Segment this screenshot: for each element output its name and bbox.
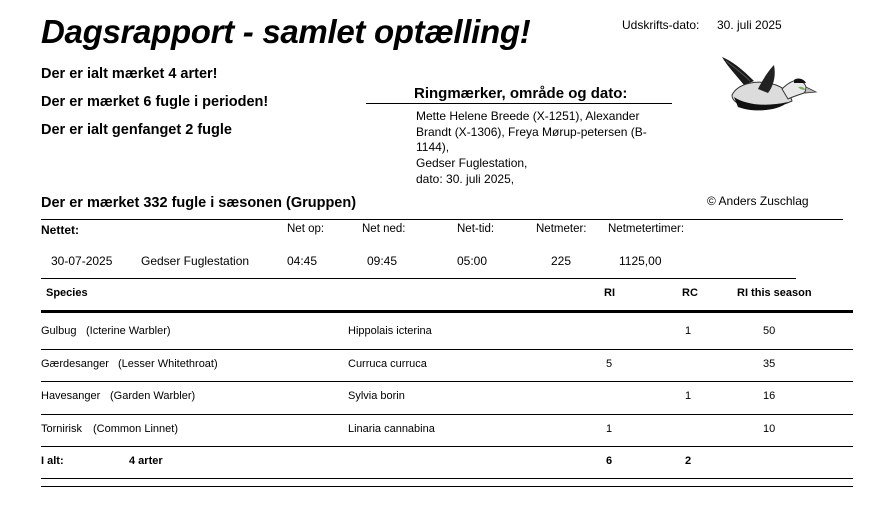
net-up-value: 04:45 (287, 254, 318, 268)
copyright: © Anders Zuschlag (707, 194, 809, 208)
net-meter-hours-value: 1125,00 (619, 254, 662, 268)
net-meters-value: 225 (551, 254, 572, 268)
net-label: Nettet: (41, 223, 79, 237)
ringers-date: dato: 30. juli 2025, (416, 172, 515, 186)
rc-value: 1 (685, 390, 692, 402)
species-latin: Sylvia borin (348, 390, 405, 402)
total-ri: 6 (606, 455, 613, 467)
species-english: (Garden Warbler) (110, 390, 196, 402)
species-latin: Hippolais icterina (348, 325, 432, 337)
row-divider (41, 414, 853, 415)
net-time-label: Net-tid: (457, 223, 495, 235)
report-title: Dagsrapport - samlet optælling! (41, 13, 531, 50)
species-danish: Gulbug (41, 325, 77, 337)
net-divider (41, 278, 796, 279)
recaptured-line: Der er ialt genfanget 2 fugle (41, 122, 232, 138)
season-value: 16 (763, 390, 776, 402)
col-header-species: Species (46, 287, 88, 299)
col-header-ri-season: RI this season (737, 287, 812, 299)
species-count-line: Der er ialt mærket 4 arter! (41, 66, 218, 82)
row-divider (41, 349, 853, 350)
eider-duck-icon (718, 55, 818, 125)
species-english: (Icterine Warbler) (86, 325, 171, 337)
footer-rule-2 (41, 486, 853, 487)
col-header-ri: RI (604, 287, 615, 299)
row-divider (41, 446, 853, 447)
print-date: 30. juli 2025 (717, 18, 782, 32)
ringers-location: Gedser Fuglestation, (416, 156, 528, 170)
net-meter-hours-label: Netmetertimer: (608, 223, 685, 235)
net-down-value: 09:45 (367, 254, 398, 268)
net-time-value: 05:00 (457, 254, 488, 268)
species-latin: Linaria cannabina (348, 423, 435, 435)
net-down-label: Net ned: (362, 223, 406, 235)
row-divider (41, 381, 853, 382)
net-date: 30-07-2025 (51, 254, 113, 268)
total-rc: 2 (685, 455, 692, 467)
print-date-label: Udskrifts-dato: (622, 18, 700, 32)
season-value: 10 (763, 423, 776, 435)
species-danish: Tornirisk (41, 423, 82, 435)
total-label: I alt: (41, 455, 64, 467)
col-header-rc: RC (682, 287, 698, 299)
ri-value: 5 (606, 358, 613, 370)
net-meters-label: Netmeter: (536, 223, 587, 235)
species-danish: Havesanger (41, 390, 101, 402)
season-value: 50 (763, 325, 776, 337)
net-up-label: Net op: (287, 223, 325, 235)
season-value: 35 (763, 358, 776, 370)
rc-value: 1 (685, 325, 692, 337)
ri-value: 1 (606, 423, 613, 435)
birds-period-line: Der er mærket 6 fugle i perioden! (41, 94, 269, 110)
ringers-heading-underline (366, 103, 672, 104)
season-count-line: Der er mærket 332 fugle i sæsonen (Gruppen) (41, 195, 357, 211)
total-species-count: 4 arter (129, 455, 163, 467)
species-english: (Lesser Whitethroat) (118, 358, 218, 370)
ringers-heading: Ringmærker, område og dato: (414, 85, 628, 102)
section-divider-top (41, 219, 843, 220)
net-station: Gedser Fuglestation (141, 254, 250, 268)
species-english: (Common Linnet) (93, 423, 178, 435)
footer-rule-1 (41, 478, 853, 479)
ringers-names: Mette Helene Breede (X-1251), Alexander Brandt (X-1306), Freya Mørup-petersen (B-1144), (416, 109, 647, 154)
species-danish: Gærdesanger (41, 358, 109, 370)
species-latin: Curruca curruca (348, 358, 427, 370)
table-header-rule (41, 310, 853, 313)
